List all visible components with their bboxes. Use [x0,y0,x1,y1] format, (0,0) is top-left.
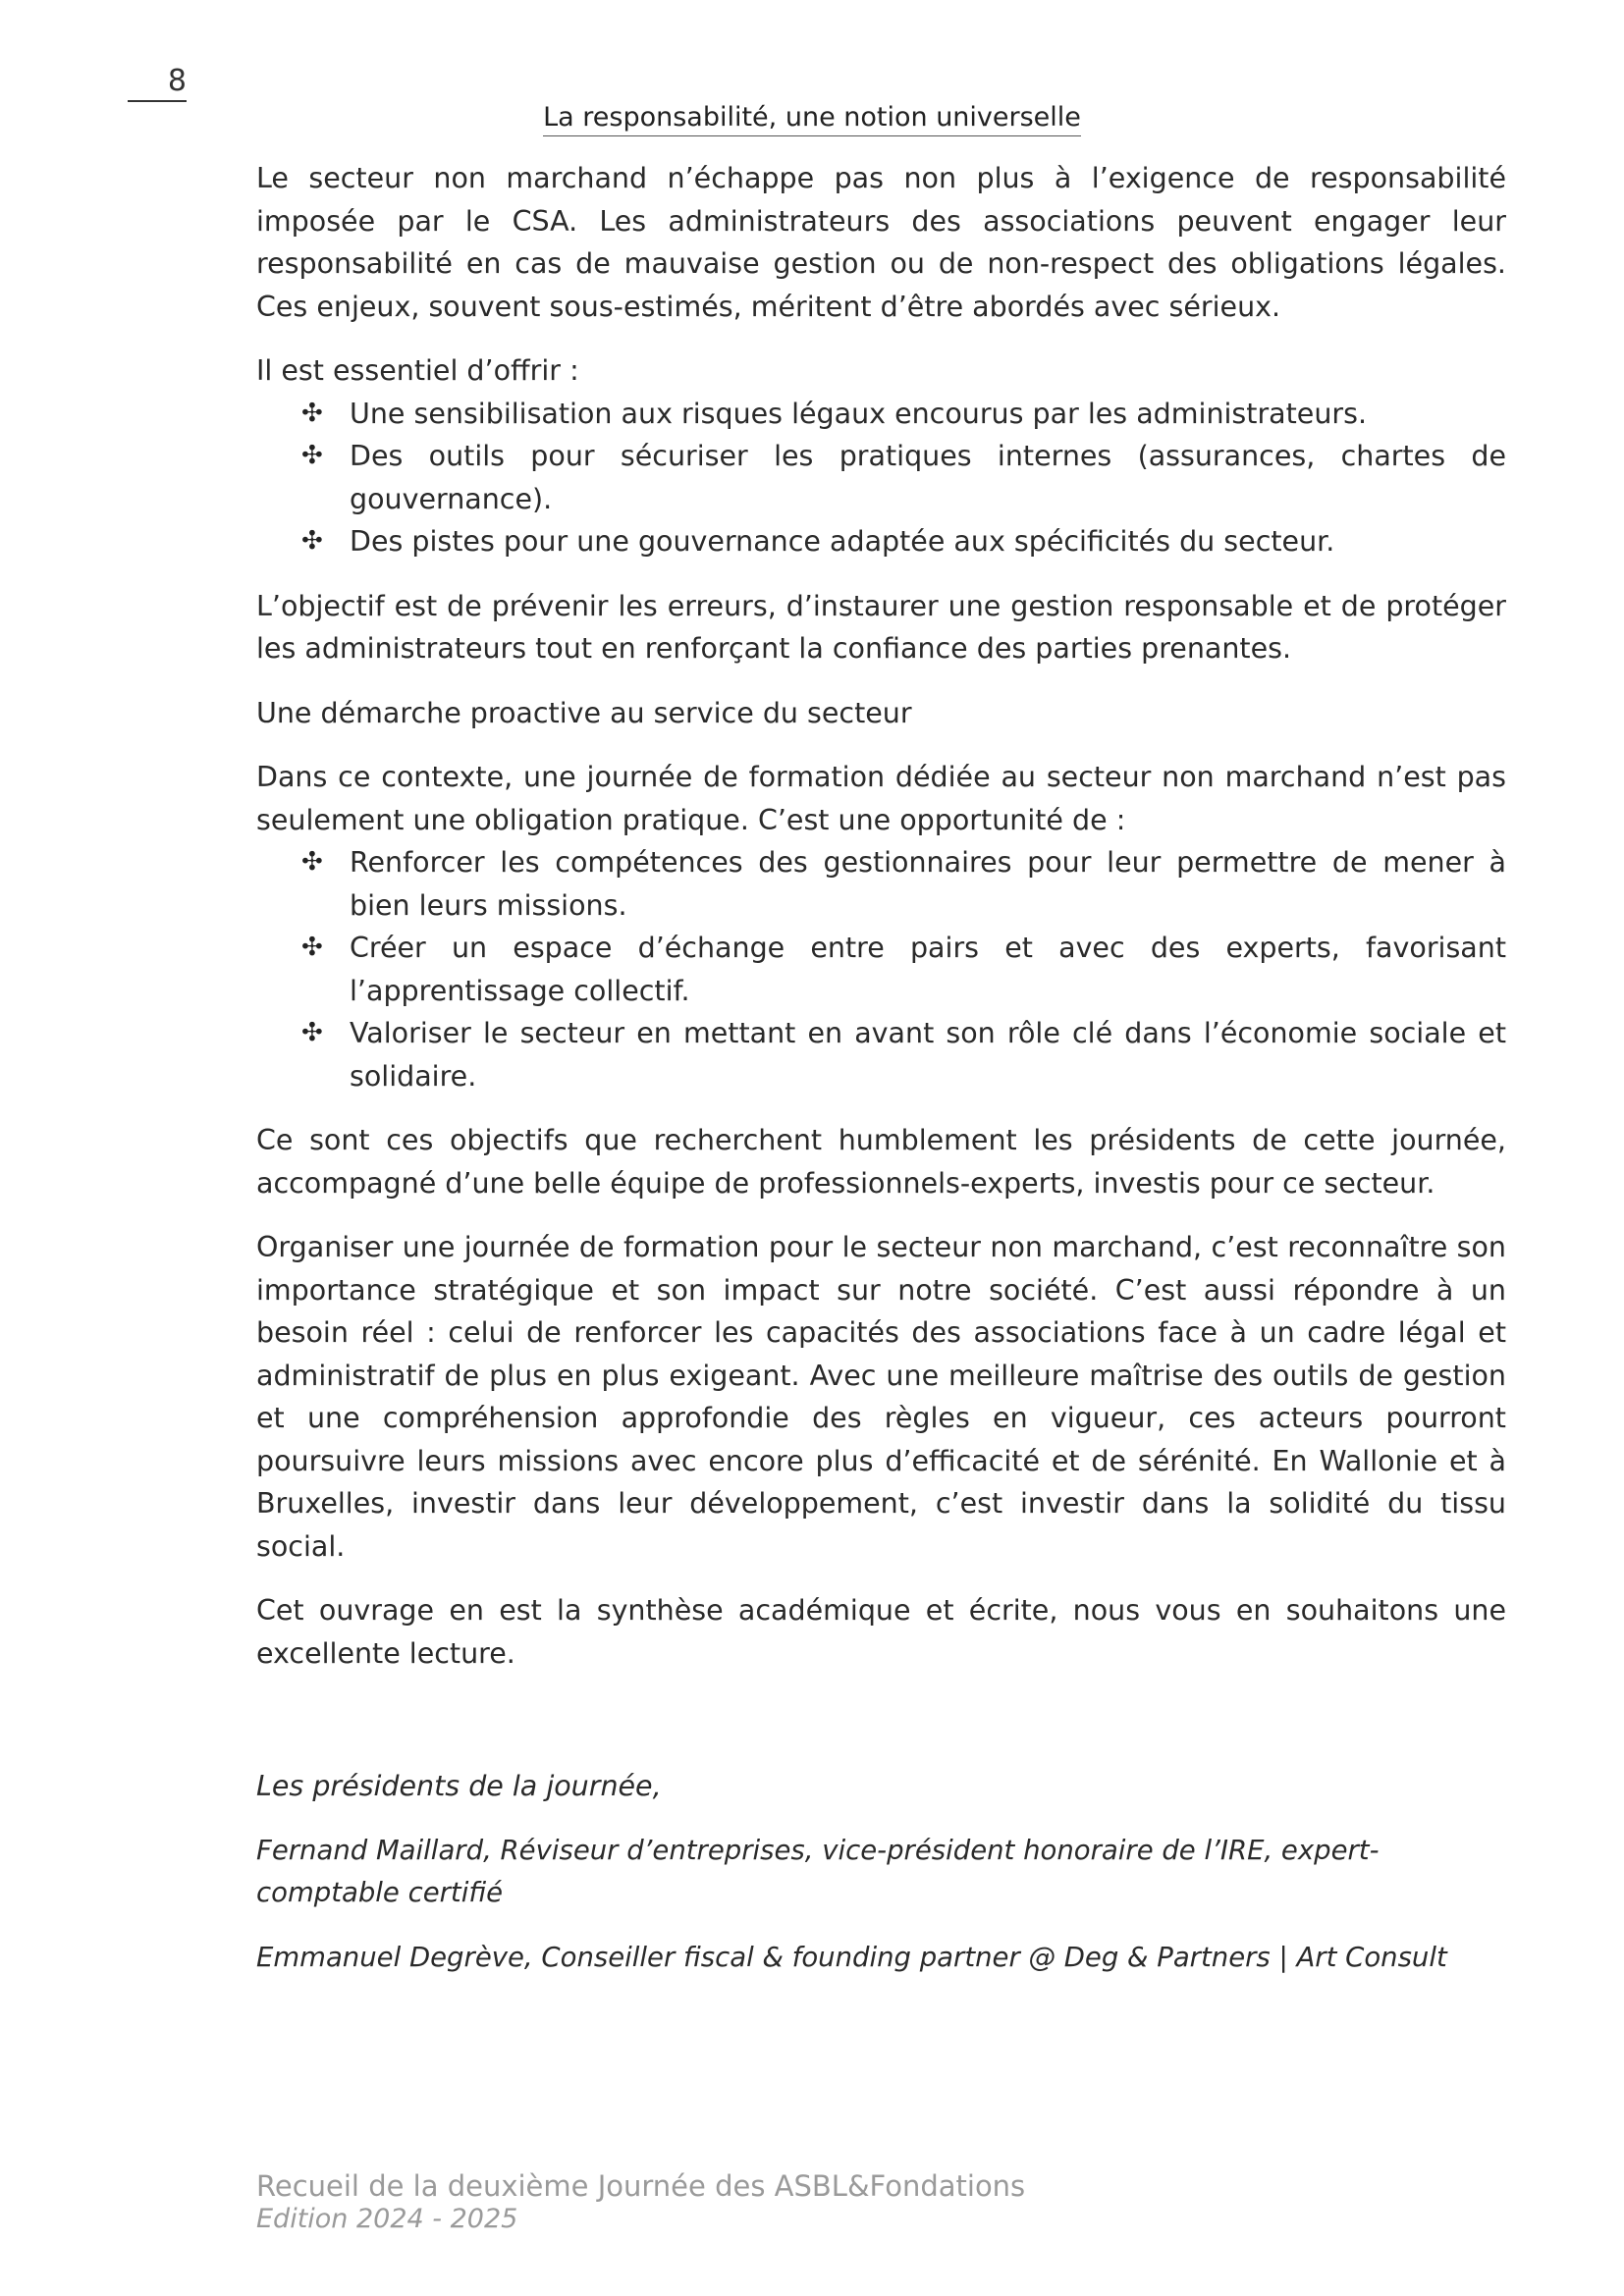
bullet-list [256,393,1506,563]
bullet-icon: ✣ [301,847,323,877]
list-item [301,393,1506,436]
running-header-title: La responsabilité, une notion universelle [543,101,1081,136]
bullet-icon: ✣ [301,441,323,470]
paragraph: L’objectif est de prévenir les erreurs, d’instaurer une gestion responsable et de protéger les administrateurs tout en renforçant la confiance des parties prenantes. [256,589,1506,665]
signature-title: Les présidents de la journée, [256,1770,662,1802]
footer-title: Recueil de la deuxième Journée des ASBL&Fondations [256,2169,1026,2203]
list-item-text: Valoriser le secteur en mettant en avant son rôle clé dans l’économie sociale et solidaire. [350,1017,1506,1093]
list-item [301,927,1506,1012]
main-content [256,157,1506,2001]
bullet-icon: ✣ [301,1018,323,1047]
page-number: 8 [128,67,187,102]
running-header [0,101,1624,136]
list-item [301,435,1506,520]
section-subtitle: Une démarche proactive au service du secteur [256,696,912,729]
bullet-list [256,841,1506,1097]
list-item-text: Une sensibilisation aux risques légaux encourus par les administrateurs. [350,397,1368,430]
footer-edition: Edition 2024 - 2025 [256,2204,518,2234]
list-item-text: Créer un espace d’échange entre pairs et avec des experts, favorisant l’apprentissage collectif. [350,932,1506,1007]
list-item-text: Des outils pour sécuriser les pratiques internes (assurances, chartes de gouvernance). [350,440,1506,515]
paragraph: Dans ce contexte, une journée de formation dédiée au secteur non marchand n’est pas seulement une obligation pratique. C’est une opportunité de : [256,761,1506,836]
list-item-text: Des pistes pour une gouvernance adaptée aux spécificités du secteur. [350,525,1335,558]
bullet-icon: ✣ [301,398,323,428]
list-item [301,841,1506,927]
list-item [301,1012,1506,1097]
paragraph: Cet ouvrage en est la synthèse académique et écrite, nous vous en souhaitons une excellente lecture. [256,1594,1506,1670]
paragraph: Organiser une journée de formation pour le secteur non marchand, c’est reconnaître son importance stratégique et son impact sur notre société. C’est aussi répondre à un besoin réel : celui de renforcer les capacités des associations face à un cadre légal et administratif de plus en plus exigeant. Avec une meilleure maîtrise des outils de gestion et une compréhension approfondie des règles en vigueur, ces acteurs pourront poursuivre leurs missions avec encore plus d’efficacité et de sérénité. En Wallonie et à Bruxelles, investir dans leur développement, c’est investir dans la solidité du tissu social. [256,1231,1506,1563]
list-item [301,520,1506,563]
paragraph: Il est essentiel d’offrir : [256,354,579,387]
paragraph: Le secteur non marchand n’échappe pas non plus à l’exigence de responsabilité imposée par le CSA. Les administrateurs des associations peuvent engager leur responsabilité en cas de mauvaise gestion ou de non-respect des obligations légales. Ces enjeux, souvent sous-estimés, méritent d’être abordés avec sérieux. [256,162,1506,323]
list-item-text: Renforcer les compétences des gestionnaires pour leur permettre de mener à bien leurs missions. [350,846,1506,922]
bullet-icon: ✣ [301,933,323,962]
bullet-icon: ✣ [301,526,323,556]
signer: Fernand Maillard, Réviseur d’entreprises, vice-président honoraire de l’IRE, expert-comptable certifié [256,1834,1380,1908]
signature-block [256,1765,1506,1979]
signer: Emmanuel Degrève, Conseiller fiscal & founding partner @ Deg & Partners | Art Consult [256,1941,1447,1973]
paragraph: Ce sont ces objectifs que recherchent humblement les présidents de cette journée, accompagné d’une belle équipe de professionnels-experts, investis pour ce secteur. [256,1124,1506,1200]
page-footer [256,2169,1025,2236]
